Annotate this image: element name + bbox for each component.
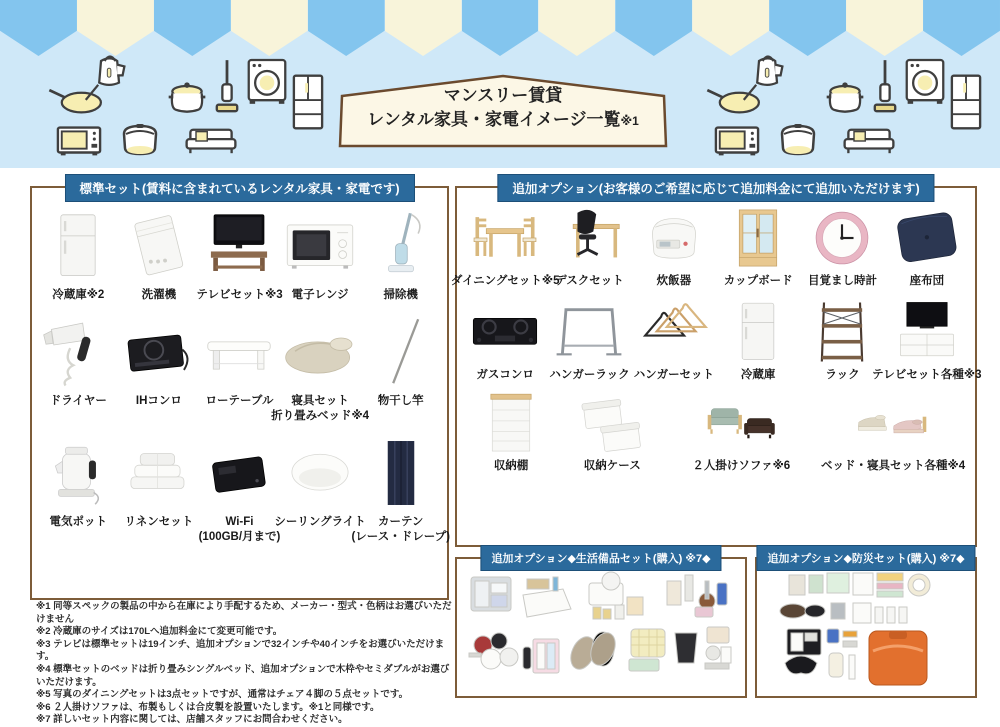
low-table-image xyxy=(199,310,280,394)
storage-case-image xyxy=(559,387,665,459)
rice-cooker-icon xyxy=(120,122,160,156)
item-vacuum: 掃除機 xyxy=(360,204,441,302)
stick-vacuum-icon xyxy=(214,58,240,118)
item-wifi: Wi-Fi (100GB/月まで) xyxy=(199,431,280,544)
item-sofa-two: ２人掛けソファ※6 xyxy=(665,387,817,473)
microwave-image xyxy=(280,204,361,288)
linen-image xyxy=(119,431,200,515)
alarm-clock-image xyxy=(800,202,884,274)
option-panel xyxy=(450,182,982,547)
ih-stove-image xyxy=(119,310,200,394)
option-items-rows xyxy=(450,188,982,385)
page-title: マンスリー賃貸 レンタル家具・家電イメージ一覧※1 xyxy=(367,86,639,129)
top-banner xyxy=(0,0,1000,168)
rice-cooker-icon xyxy=(778,122,818,156)
curtain-image xyxy=(360,431,441,515)
hanger-rack-image xyxy=(547,296,631,368)
item-beds: ベッド・寝具セット各種※4 xyxy=(817,387,969,473)
bedding-image xyxy=(280,310,361,394)
fridge-image xyxy=(38,204,119,288)
drum-washer-icon xyxy=(904,56,946,106)
fridge-image xyxy=(716,296,800,368)
pot-icon xyxy=(823,80,867,114)
standard-set-panel xyxy=(30,182,450,600)
item-hanger-rack: ハンガーラック xyxy=(547,296,631,382)
awning-decoration xyxy=(0,0,1000,56)
household-set-header: 追加オプション◆生活備品セット(購入) ※7◆ xyxy=(480,545,721,571)
tv-set-image xyxy=(199,204,280,288)
hanger-set-image xyxy=(632,296,716,368)
item-tv-various: テレビセット各種※3 xyxy=(885,296,969,382)
item-desk-set: デスクセット xyxy=(547,202,631,288)
footnote-3: ※3 テレビは標準セットは19インチ、追加オプションで32インチや40インチをお選びいただけます。 xyxy=(36,638,445,663)
footnote-6: ※6 ２人掛けソファは、布製もしくは合皮製を設置いたします。※1と同様です。 xyxy=(36,701,380,713)
item-cushion: 座布団 xyxy=(885,202,969,288)
item-dining-set: ダイニングセット※5 xyxy=(463,202,547,288)
item-bedding: 寝具セット 折り畳みベッド※4 xyxy=(280,310,361,423)
item-fridge-option: 冷蔵庫 xyxy=(716,296,800,382)
option-header: 追加オプション(お客様のご希望に応じて追加料金にて追加いただけます) xyxy=(497,174,934,202)
household-set-image xyxy=(461,567,741,692)
tv-various-image xyxy=(885,296,969,368)
item-storage-chest: 収納棚 xyxy=(463,387,559,473)
washer-image xyxy=(119,204,200,288)
rice-cooker-image xyxy=(632,202,716,274)
appliance-icons-right xyxy=(688,50,988,162)
disaster-set-header: 追加オプション◆防災セット(購入) ※7◆ xyxy=(756,545,975,571)
refrigerator-icon xyxy=(950,72,982,132)
cupboard-image xyxy=(716,202,800,274)
footnote-2: ※2 冷蔵庫のサイズは170Lへ追加料金にて変更可能です。 xyxy=(36,626,283,638)
item-rice-cooker: 炊飯器 xyxy=(632,202,716,288)
dining-set-image xyxy=(463,202,547,274)
microwave-icon xyxy=(714,124,760,158)
item-curtain: カーテン (レース・ドレープ) xyxy=(360,431,441,544)
item-tv-set: テレビセット※3 xyxy=(199,204,280,302)
item-ceiling-light: シーリングライト xyxy=(280,431,361,544)
item-ih-stove: IHコンロ xyxy=(119,310,200,423)
electric-pot-image xyxy=(38,431,119,515)
standard-items-row1 xyxy=(32,188,450,546)
item-pole: 物干し竿 xyxy=(360,310,441,423)
option-items-row3 xyxy=(457,385,975,475)
standard-set-header: 標準セット(賃料に含まれているレンタル家具・家電です) xyxy=(64,174,414,202)
item-gas-stove: ガスコンロ xyxy=(463,296,547,382)
item-linen: リネンセット xyxy=(119,431,200,544)
disaster-set-box xyxy=(755,553,977,698)
footnote-1: ※1 同等スペックの製品の中から在庫により手配するため、メーカー・型式・色柄はお選びいただけません xyxy=(36,601,452,625)
vacuum-image xyxy=(360,204,441,288)
item-fridge: 冷蔵庫※2 xyxy=(38,204,119,302)
desk-set-image xyxy=(547,202,631,274)
ceiling-light-image xyxy=(280,431,361,515)
sofa-icon xyxy=(840,126,898,156)
kettle-icon xyxy=(92,50,128,90)
footnote-7: ※7 詳しいセット内容に関しては、店舗スタッフにお問合わせください。 xyxy=(36,714,348,726)
appliance-icons-left xyxy=(30,50,330,162)
kettle-icon xyxy=(750,50,786,90)
item-hanger-set: ハンガーセット xyxy=(632,296,716,382)
pot-icon xyxy=(165,80,209,114)
item-alarm-clock: 目覚まし時計 xyxy=(800,202,884,288)
footnotes xyxy=(36,601,456,727)
item-dryer: ドライヤー xyxy=(38,310,119,423)
stick-vacuum-icon xyxy=(872,58,898,118)
dryer-image xyxy=(38,310,119,394)
drum-washer-icon xyxy=(246,56,288,106)
item-electric-pot: 電気ポット xyxy=(38,431,119,544)
pole-image xyxy=(360,310,441,394)
item-low-table: ローテーブル xyxy=(199,310,280,423)
sofa-two-image xyxy=(665,387,817,459)
storage-chest-image xyxy=(463,387,559,459)
item-storage-case: 収納ケース xyxy=(559,387,665,473)
refrigerator-icon xyxy=(292,72,324,132)
microwave-icon xyxy=(56,124,102,158)
footnote-5: ※5 写真のダイニングセットは3点セットですが、通常はチェア４脚の５点セットです。 xyxy=(36,689,409,701)
item-cupboard: カップボード xyxy=(716,202,800,288)
item-rack: ラック xyxy=(800,296,884,382)
sofa-icon xyxy=(182,126,240,156)
item-microwave: 電子レンジ xyxy=(280,204,361,302)
footnote-4: ※4 標準セットのベッドは折り畳みシングルベッド、追加オプションで木枠やセミダブルがお選びいただけます。 xyxy=(36,663,450,688)
wifi-image xyxy=(199,431,280,515)
cushion-image xyxy=(885,202,969,274)
beds-image xyxy=(817,387,969,459)
title-plaque xyxy=(338,74,668,148)
rack-image xyxy=(800,296,884,368)
item-washer: 洗濯機 xyxy=(119,204,200,302)
gas-stove-image xyxy=(463,296,547,368)
disaster-set-image xyxy=(761,567,971,692)
household-set-box xyxy=(455,553,747,698)
